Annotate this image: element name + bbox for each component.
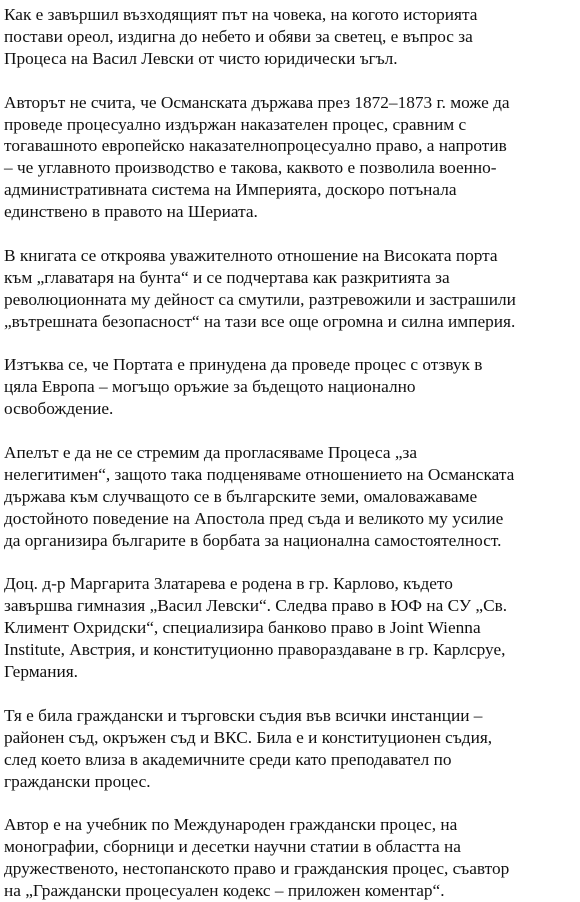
paragraph-author-bio	[4, 573, 576, 683]
text-line: единствено в правото на Шериата.	[4, 202, 258, 222]
paragraph-porte-trial	[4, 354, 576, 420]
text-line: държава към случващото се в българските земи, омаловажаваме	[4, 486, 478, 506]
text-line: граждански процес.	[4, 771, 151, 791]
text-line: дружественото, нестопанското право и гражданския процес, съавтор	[4, 859, 510, 879]
text-line: Авторът не счита, че Османската държава през 1872–1873 г. може да	[4, 92, 510, 112]
text-line: – че углавното производство е такова, каквото е позволила военно-	[4, 158, 497, 178]
text-line: Апелът е да не се стремим да прогласяваме Процеса „за	[4, 443, 418, 463]
text-line: достойното поведение на Апостола пред съда и великото му усилие	[4, 508, 504, 528]
text-line: тогавашното европейско наказателнопроцесуално право, а напротив	[4, 136, 507, 156]
text-line: постави ореол, издигна до небето и обяви за светец, е въпрос за	[4, 26, 473, 46]
paragraph-author-view	[4, 92, 576, 223]
text-line: проведе процесуално издържан наказателен процес, сравним с	[4, 114, 467, 134]
text-line: Доц. д-р Маргарита Златарева е родена в гр. Карлово, където	[4, 574, 453, 594]
text-line: да организира българите в борбата за национална самостоятелност.	[4, 530, 502, 550]
text-line: монографии, сборници и десетки научни статии в областта на	[4, 837, 461, 857]
text-line: нелегитимен“, защото така подценяваме отношението на Османската	[4, 464, 515, 484]
paragraph-judicial-career	[4, 705, 576, 793]
text-line: Германия.	[4, 662, 78, 682]
text-line: административната система на Империята, доскоро потънала	[4, 180, 457, 200]
text-line: завършва гимназия „Васил Левски“. Следва право в ЮФ на СУ „Св.	[4, 596, 508, 616]
text-line: Климент Охридски“, специализира банково право в Joint Wienna	[4, 618, 481, 638]
text-line: към „главатаря на бунта“ и се подчертава как разкритията за	[4, 267, 450, 287]
paragraph-publications	[4, 814, 576, 902]
paragraph-intro	[4, 4, 576, 70]
text-line: на „Граждански процесуален кодекс – приложен коментар“.	[4, 881, 445, 901]
text-line: Процеса на Васил Левски от чисто юридически ъгъл.	[4, 48, 398, 68]
text-line: след което влиза в академичните среди като преподавател по	[4, 749, 452, 769]
paragraph-book-focus	[4, 245, 576, 333]
text-line: Изтъква се, че Портата е принудена да проведе процес с отзвук в	[4, 355, 483, 375]
text-line: цяла Европа – могъщо оръжие за бъдещото национално	[4, 377, 416, 397]
text-line: Автор е на учебник по Международен граждански процес, на	[4, 815, 458, 835]
text-line: революционната му дейност са смутили, разтревожили и застрашили	[4, 289, 516, 309]
text-line: Как е завършил възходящият път на човека, на когото историята	[4, 5, 478, 24]
text-line: „вътрешната безопасност“ на тази все още огромна и силна империя.	[4, 311, 516, 331]
text-line: Institute, Австрия, и конституционно правораздаване в гр. Карлсруе,	[4, 640, 506, 660]
text-line: В книгата се откроява уважителното отношение на Високата порта	[4, 245, 498, 265]
text-line: районен съд, окръжен съд и ВКС. Била е и конституционен съдия,	[4, 727, 493, 747]
text-line: освобождение.	[4, 399, 114, 419]
text-line: Тя е била граждански и търговски съдия във всички инстанции –	[4, 705, 483, 725]
paragraph-appeal	[4, 442, 576, 552]
